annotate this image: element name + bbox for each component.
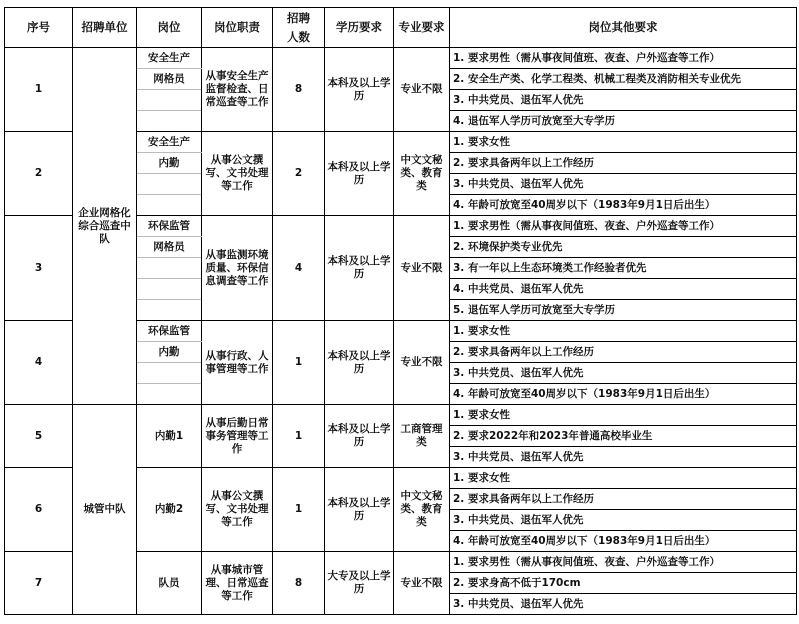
requirement-cell: 3. 中共党员、退伍军人优先 (450, 447, 797, 468)
header-education: 学历要求 (325, 8, 394, 48)
requirement-cell: 3. 中共党员、退伍军人优先 (450, 363, 797, 384)
count-cell: 8 (273, 48, 325, 132)
position-cell-empty (137, 300, 202, 321)
seq-cell: 7 (5, 552, 73, 615)
requirement-cell: 4. 年龄可放宽至40周岁以下（1983年9月1日后出生） (450, 384, 797, 405)
position-cell-empty (137, 90, 202, 111)
education-cell: 本科及以上学历 (325, 405, 394, 468)
education-cell: 本科及以上学历 (325, 216, 394, 321)
position-cell: 环保监管 (137, 216, 202, 237)
duties-cell: 从事城市管理、日常巡查等工作 (202, 552, 273, 615)
major-cell: 专业不限 (394, 321, 450, 405)
position-cell-empty (137, 363, 202, 384)
requirement-cell: 1. 要求男性（需从事夜间值班、夜查、户外巡查等工作） (450, 552, 797, 573)
education-cell: 本科及以上学历 (325, 321, 394, 405)
header-count-bottom: 人数 (287, 29, 310, 44)
unit-cell-1: 企业网格化综合巡查中队 (73, 48, 137, 405)
requirement-cell: 1. 要求男性（需从事夜间值班、夜查、户外巡查等工作） (450, 48, 797, 69)
seq-cell: 5 (5, 405, 73, 468)
duties-cell: 从事后勤日常事务管理等工作 (202, 405, 273, 468)
seq-cell: 1 (5, 48, 73, 132)
position-cell: 内勤 (137, 153, 202, 174)
table-body (5, 48, 797, 615)
count-cell: 8 (273, 552, 325, 615)
position-cell: 内勤1 (137, 405, 202, 468)
requirement-cell: 2. 环境保护类专业优先 (450, 237, 797, 258)
duties-cell: 从事公文撰写、文书处理等工作 (202, 132, 273, 216)
position-cell-empty (137, 258, 202, 279)
position-cell-empty (137, 111, 202, 132)
header-duties: 岗位职责 (202, 8, 273, 48)
duties-cell: 从事公文撰写、文书处理等工作 (202, 468, 273, 552)
unit-cell-2: 城管中队 (73, 405, 137, 615)
requirement-cell: 3. 中共党员、退伍军人优先 (450, 174, 797, 195)
position-cell: 安全生产 (137, 48, 202, 69)
major-cell: 专业不限 (394, 552, 450, 615)
major-cell: 中文文秘类、教育类 (394, 132, 450, 216)
requirement-cell: 4. 年龄可放宽至40周岁以下（1983年9月1日后出生） (450, 531, 797, 552)
header-count-top: 招聘 (287, 10, 310, 25)
position-cell: 安全生产 (137, 132, 202, 153)
position-cell-empty (137, 384, 202, 405)
major-cell: 工商管理类 (394, 405, 450, 468)
requirement-cell: 3. 中共党员、退伍军人优先 (450, 90, 797, 111)
requirement-cell: 2. 要求2022年和2023年普通高校毕业生 (450, 426, 797, 447)
requirement-cell: 4. 中共党员、退伍军人优先 (450, 279, 797, 300)
header-seq: 序号 (5, 8, 73, 48)
seq-cell: 2 (5, 132, 73, 216)
position-cell: 内勤 (137, 342, 202, 363)
requirement-cell: 2. 要求身高不低于170cm (450, 573, 797, 594)
requirement-cell: 1. 要求女性 (450, 468, 797, 489)
major-cell: 中文文秘类、教育类 (394, 468, 450, 552)
position-cell: 网格员 (137, 237, 202, 258)
header-row (5, 8, 797, 48)
seq-cell: 6 (5, 468, 73, 552)
requirement-cell: 2. 要求具备两年以上工作经历 (450, 153, 797, 174)
major-cell: 专业不限 (394, 48, 450, 132)
table-row (5, 48, 797, 69)
count-cell: 1 (273, 321, 325, 405)
seq-cell: 3 (5, 216, 73, 321)
requirement-cell: 5. 退伍军人学历可放宽至大专学历 (450, 300, 797, 321)
header-other: 岗位其他要求 (450, 8, 797, 48)
requirement-cell: 3. 有一年以上生态环境类工作经验者优先 (450, 258, 797, 279)
requirement-cell: 1. 要求女性 (450, 321, 797, 342)
header-unit: 招聘单位 (73, 8, 137, 48)
duties-cell: 从事行政、人事管理等工作 (202, 321, 273, 405)
position-cell-empty (137, 279, 202, 300)
count-cell: 4 (273, 216, 325, 321)
recruitment-table (4, 7, 797, 615)
requirement-cell: 3. 中共党员、退伍军人优先 (450, 594, 797, 615)
education-cell: 本科及以上学历 (325, 48, 394, 132)
major-cell: 专业不限 (394, 216, 450, 321)
requirement-cell: 2. 要求具备两年以上工作经历 (450, 342, 797, 363)
position-cell: 队员 (137, 552, 202, 615)
requirement-cell: 3. 中共党员、退伍军人优先 (450, 510, 797, 531)
education-cell: 大专及以上学历 (325, 552, 394, 615)
position-cell: 内勤2 (137, 468, 202, 552)
count-cell: 2 (273, 132, 325, 216)
requirement-cell: 1. 要求女性 (450, 405, 797, 426)
header-major: 专业要求 (394, 8, 450, 48)
position-cell: 环保监管 (137, 321, 202, 342)
position-cell: 网格员 (137, 69, 202, 90)
position-cell-empty (137, 195, 202, 216)
education-cell: 本科及以上学历 (325, 468, 394, 552)
requirement-cell: 2. 安全生产类、化学工程类、机械工程类及消防相关专业优先 (450, 69, 797, 90)
requirement-cell: 2. 要求具备两年以上工作经历 (450, 489, 797, 510)
requirement-cell: 4. 年龄可放宽至40周岁以下（1983年9月1日后出生） (450, 195, 797, 216)
count-cell: 1 (273, 405, 325, 468)
duties-cell: 从事安全生产监督检查、日常巡查等工作 (202, 48, 273, 132)
requirement-cell: 4. 退伍军人学历可放宽至大专学历 (450, 111, 797, 132)
header-position: 岗位 (137, 8, 202, 48)
header-count (273, 8, 325, 48)
education-cell: 本科及以上学历 (325, 132, 394, 216)
seq-cell: 4 (5, 321, 73, 405)
position-cell-empty (137, 174, 202, 195)
requirement-cell: 1. 要求男性（需从事夜间值班、夜查、户外巡查等工作） (450, 216, 797, 237)
duties-cell: 从事监测环境质量、环保信息调查等工作 (202, 216, 273, 321)
table-row (5, 405, 797, 426)
requirement-cell: 1. 要求女性 (450, 132, 797, 153)
count-cell: 1 (273, 468, 325, 552)
